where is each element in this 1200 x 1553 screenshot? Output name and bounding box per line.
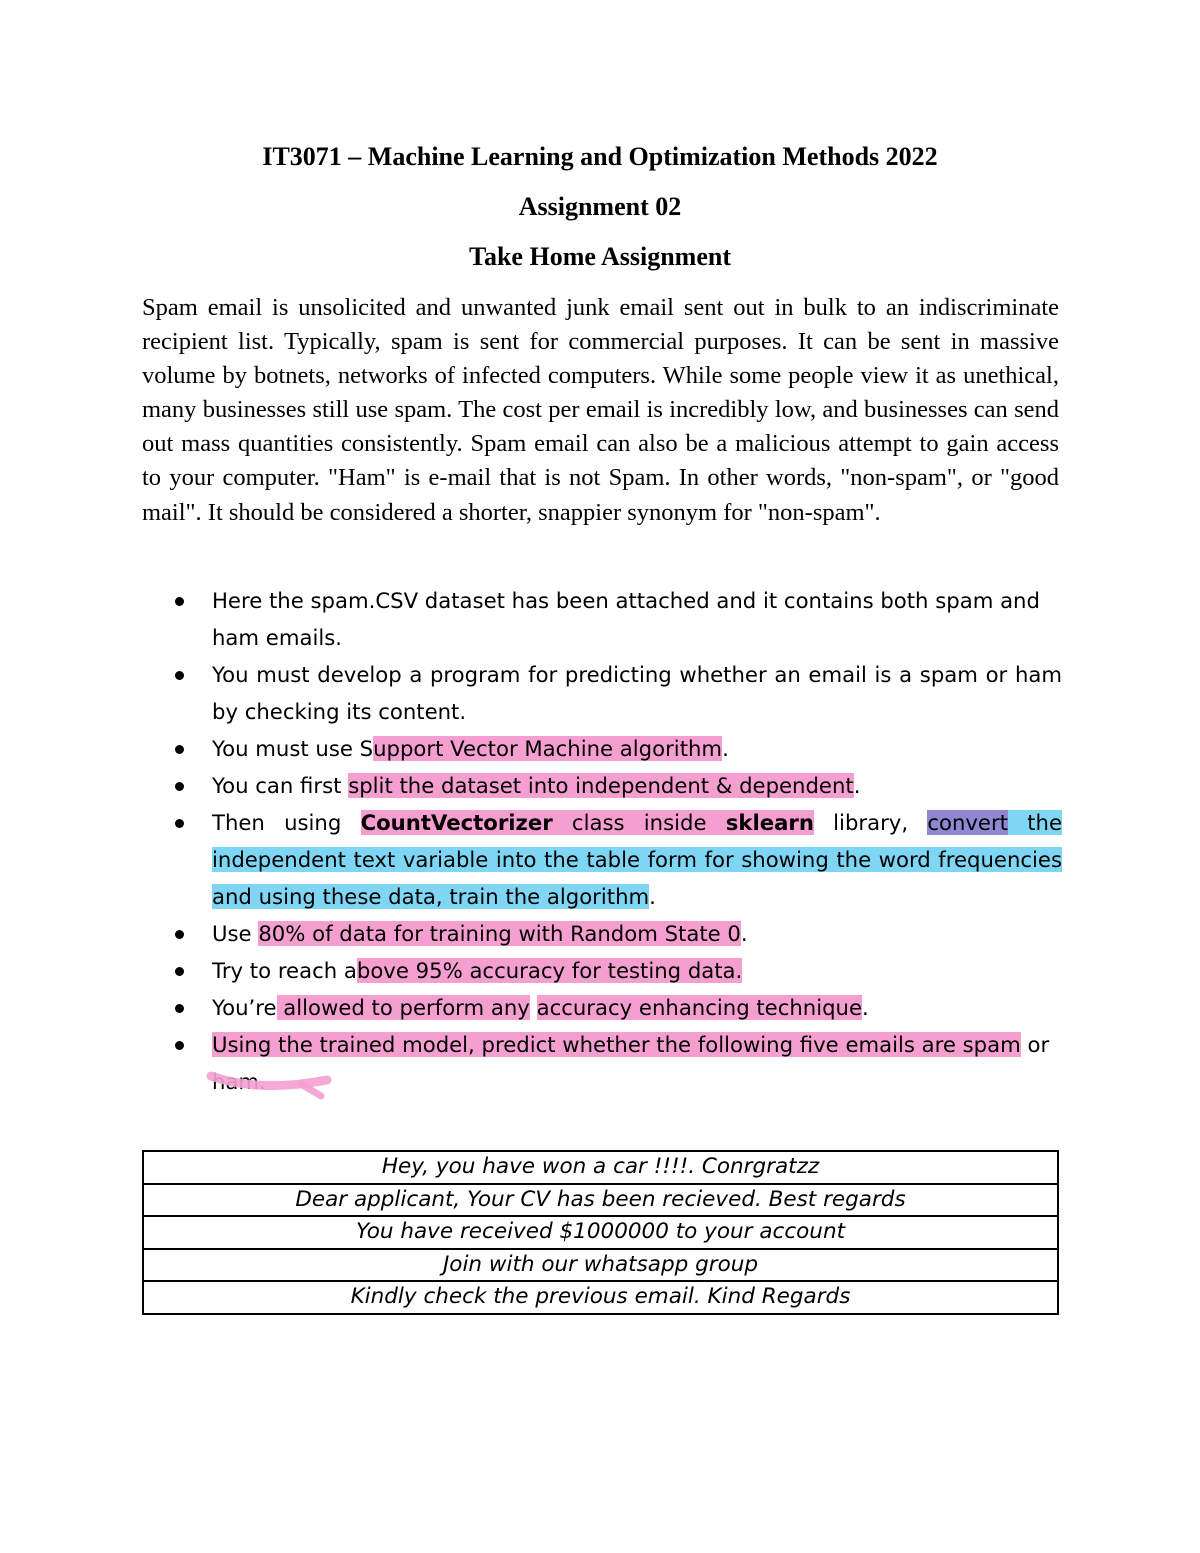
item-text: library, (813, 810, 928, 835)
email-cell: Hey, you have won a car !!!!. Conrgratzz (143, 1151, 1058, 1184)
list-item (142, 804, 1062, 915)
bullet-icon (175, 1004, 184, 1013)
bullet-icon (175, 745, 184, 754)
highlighted-text: convert (927, 810, 1008, 835)
item-text: You can first (212, 773, 349, 798)
email-cell: Dear applicant, Your CV has been recieved. Best regards (143, 1184, 1058, 1217)
highlighted-text: upport Vector Machine algorithm (373, 736, 723, 761)
item-text: . (722, 736, 729, 761)
highlighted-text (361, 810, 814, 835)
item-text: . (862, 995, 869, 1020)
bullet-icon (175, 967, 184, 976)
item-text: or ham. (212, 1032, 1050, 1094)
item-text: . (649, 884, 656, 909)
assignment-subtitle: Take Home Assignment (469, 242, 731, 271)
bullet-icon (175, 930, 184, 939)
table-row (143, 1216, 1058, 1249)
highlighted-text: Using the trained model, predict whether the following five emails are spam (212, 1032, 1021, 1057)
list-item (142, 989, 1062, 1026)
highlighted-text: the independent text variable into the table form for showing the word frequencies and using these data, train the algorithm (212, 810, 1062, 909)
intro-paragraph: Spam email is unsolicited and unwanted junk email sent out in bulk to an indiscriminate recipient list. Typically, spam is sent for commercial purposes. It can be sent in massive volume by botnets, networks of infected computers. While some people view it as unethical, many businesses still use spam. The cost per email is incredibly low, and businesses can send out mass quantities consistently. Spam email can also be a malicious attempt to gain access to your computer. "Ham" is e-mail that is not Spam. In other words, "non-spam", or "good mail". It should be considered a shorter, snappier synonym for "non-spam". (142, 294, 1059, 526)
item-text: Try to reach a (212, 958, 357, 983)
table-row (143, 1151, 1058, 1184)
keyword-countvectorizer: CountVectorizer (360, 810, 553, 835)
email-samples-table (142, 1150, 1059, 1315)
item-text (530, 995, 537, 1020)
keyword-sklearn: sklearn (725, 810, 814, 835)
item-text: You must develop a program for predicting whether an email is a spam or ham by checking its content. (212, 662, 1062, 724)
list-item (142, 582, 1062, 656)
list-item (142, 730, 1062, 767)
bullet-icon (175, 819, 184, 828)
table-row (143, 1249, 1058, 1282)
item-text: . (853, 773, 861, 798)
item-text: Then using (212, 810, 361, 835)
item-text: . (740, 921, 748, 946)
highlighted-text: bove 95% accuracy for testing data. (356, 958, 743, 983)
requirements-list (142, 582, 1062, 1100)
item-text: Here the spam.CSV dataset has been attached and it contains both spam and ham emails. (212, 588, 1040, 650)
highlighted-text: accuracy enhancing technique (536, 995, 863, 1020)
item-text: You’re (212, 995, 277, 1020)
email-cell: Kindly check the previous email. Kind Regards (143, 1281, 1058, 1314)
list-item (142, 1026, 1062, 1100)
table-row (143, 1184, 1058, 1217)
highlighted-text: 80% of data for training with Random State 0 (258, 921, 741, 946)
bullet-icon (175, 1041, 184, 1050)
bullet-icon (175, 597, 184, 606)
assignment-number: Assignment 02 (518, 192, 682, 221)
list-item (142, 915, 1062, 952)
list-item (142, 656, 1062, 730)
highlighted-text: split the dataset into independent & dependent (348, 773, 854, 798)
bullet-icon (175, 782, 184, 791)
bullet-icon (175, 671, 184, 680)
item-text: You must use S (212, 736, 374, 761)
item-text: Use (212, 921, 259, 946)
highlighted-text: allowed to perform any (276, 995, 530, 1020)
email-cell: You have received $1000000 to your account (143, 1216, 1058, 1249)
course-title: IT3071 – Machine Learning and Optimization Methods 2022 (262, 142, 938, 171)
list-item (142, 767, 1062, 804)
list-item (142, 952, 1062, 989)
highlighted-text: class inside (552, 810, 726, 835)
email-cell: Join with our whatsapp group (143, 1249, 1058, 1282)
table-row (143, 1281, 1058, 1314)
